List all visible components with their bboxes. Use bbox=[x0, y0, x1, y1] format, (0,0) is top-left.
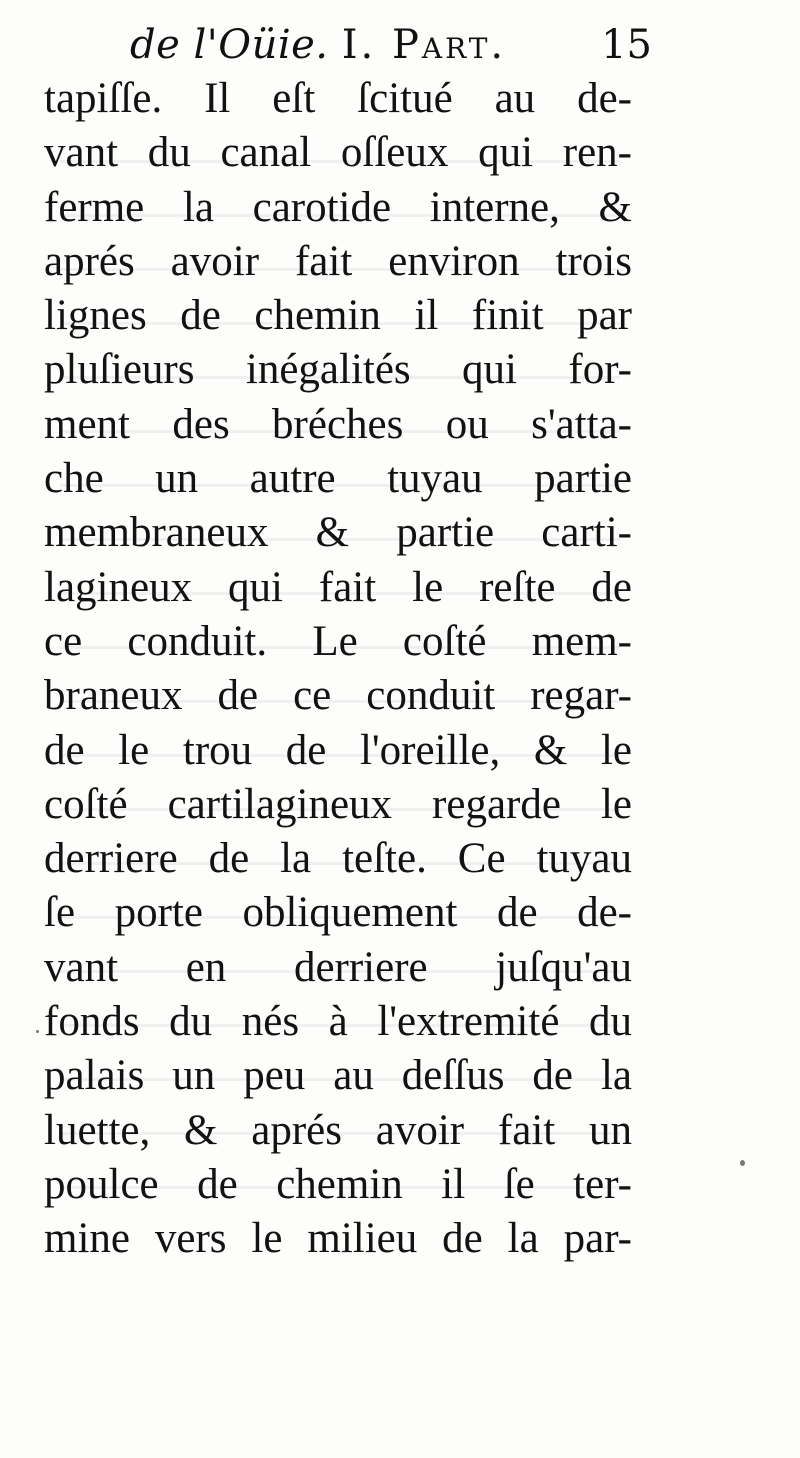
running-title bbox=[130, 22, 506, 68]
text-line: luette, & aprés avoir fait un bbox=[44, 1106, 632, 1154]
text-line: membraneux & partie carti- bbox=[44, 509, 632, 557]
text-line: fonds du nés à l'extremité du bbox=[44, 998, 632, 1046]
text-line: lagineux qui fait le reſte de bbox=[44, 563, 632, 611]
running-title-subject: de l'Oüie. bbox=[130, 22, 329, 68]
text-line: derriere de la teſte. Ce tuyau bbox=[44, 835, 632, 883]
ink-speck bbox=[36, 1030, 39, 1033]
text-line: vant du canal oſſeux qui ren- bbox=[44, 129, 632, 177]
body-text bbox=[44, 72, 632, 1267]
text-line: palais un peu au deſſus de la bbox=[44, 1052, 632, 1100]
text-line: lignes de chemin il finit par bbox=[44, 292, 632, 340]
text-line: mine vers le milieu de la par- bbox=[44, 1215, 632, 1263]
text-line: ment des bréches ou s'atta- bbox=[44, 400, 632, 448]
text-line: pluſieurs inégalités qui for- bbox=[44, 346, 632, 394]
text-line: che un autre tuyau partie bbox=[44, 455, 632, 503]
text-line: tapiſſe. Il eſt ſcitué au de- bbox=[44, 75, 632, 122]
text-line: poulce de chemin il ſe ter- bbox=[44, 1160, 632, 1208]
running-title-part: I. Part. bbox=[341, 22, 507, 68]
ink-speck bbox=[740, 1160, 745, 1166]
text-line: vant en derriere juſqu'au bbox=[44, 943, 632, 991]
text-line: de le trou de l'oreille, & le bbox=[44, 726, 632, 774]
text-line: coſté cartilagineux regarde le bbox=[44, 780, 632, 828]
text-line: ferme la carotide interne, & bbox=[44, 183, 632, 231]
text-line: ce conduit. Le coſté mem- bbox=[44, 617, 632, 665]
text-line: braneux de ce conduit regar- bbox=[44, 672, 632, 720]
page-number: 15 bbox=[601, 22, 652, 68]
text-line: ſe porte obliquement de de- bbox=[44, 889, 632, 937]
text-line: aprés avoir fait environ trois bbox=[44, 237, 632, 285]
